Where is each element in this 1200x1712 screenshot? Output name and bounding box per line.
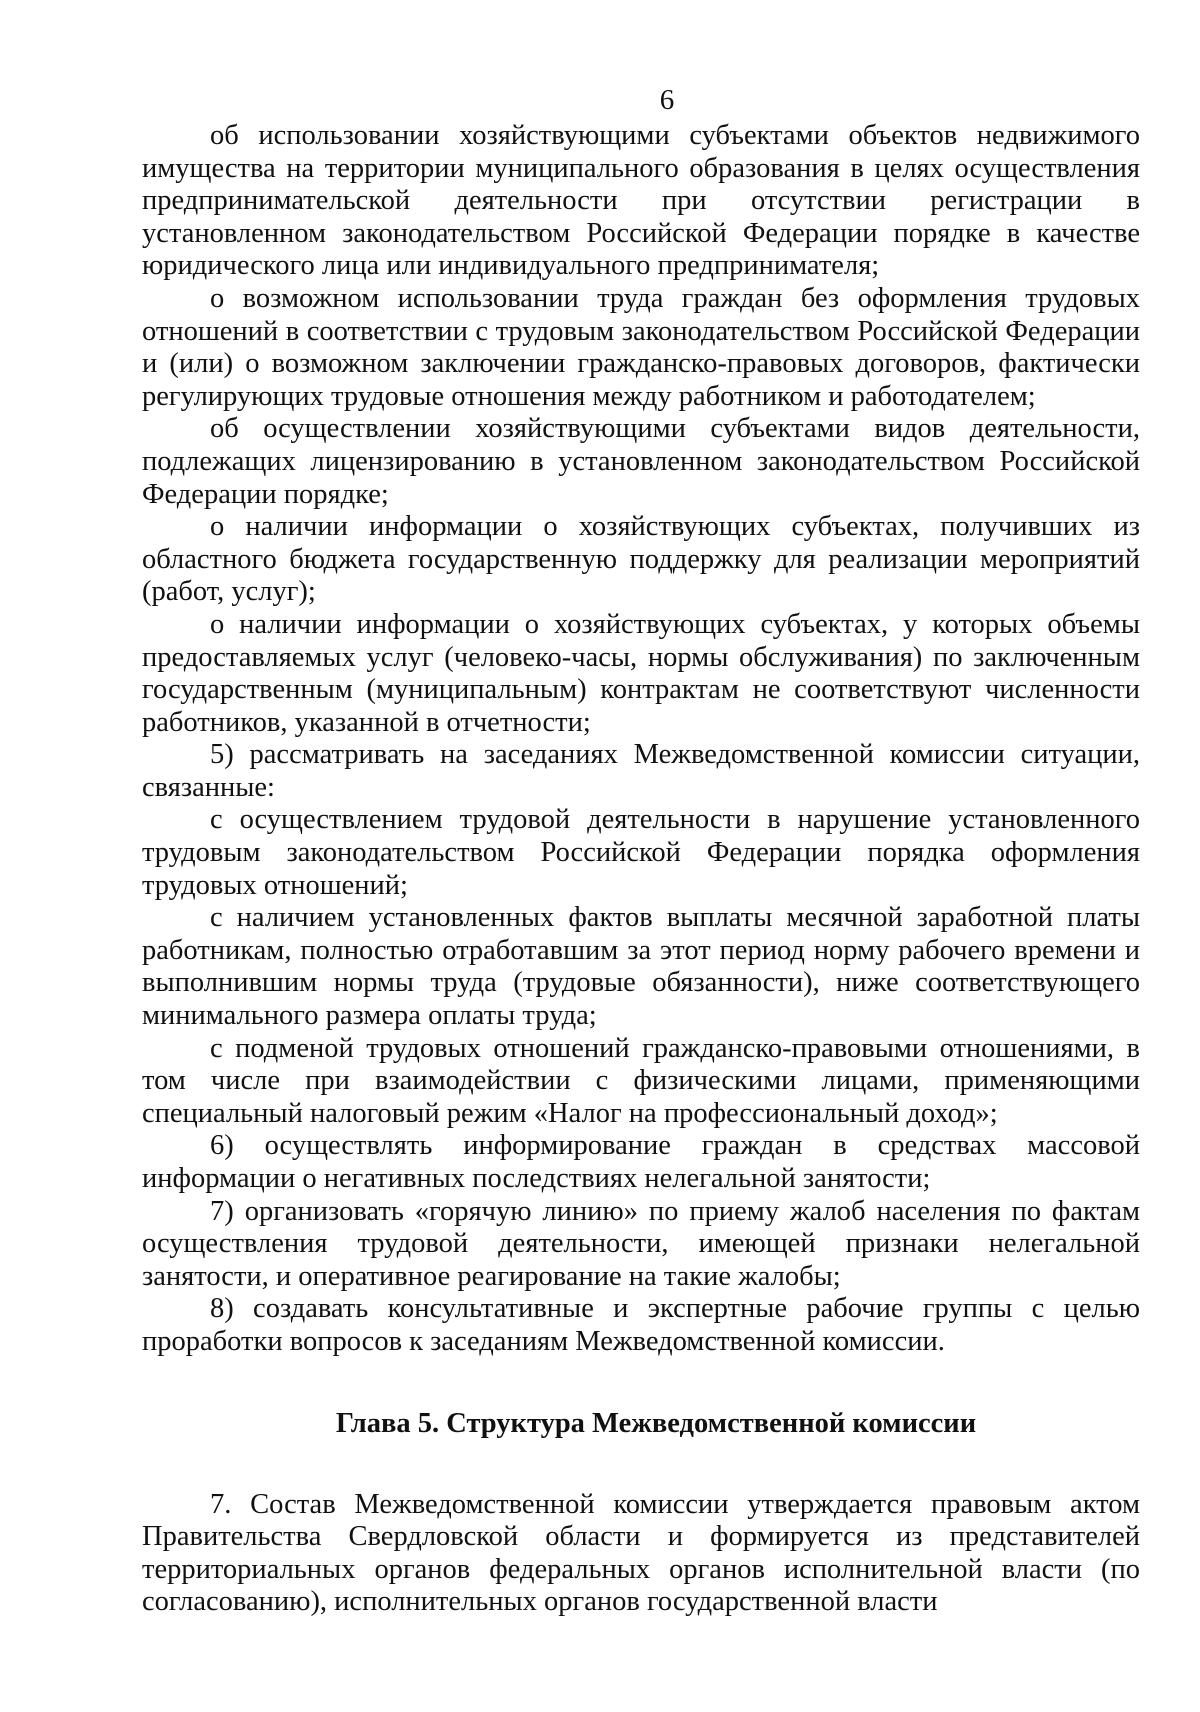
paragraph-item-7: 7) организовать «горячую линию» по приему жалоб населения по фактам осуществления трудовой деятельности, имеющей признаки нелегальной занятости, и оперативное реагирование на такие жалобы;	[142, 1195, 1140, 1292]
paragraph-civil-contracts: с подменой трудовых отношений гражданско-правовыми отношениями, в том числе при взаимодействии с физическими лицами, применяющими специальный налоговый режим «Налог на профессиональный доход»;	[142, 1032, 1140, 1129]
paragraph-labor-without-contract: о возможном использовании труда граждан без оформления трудовых отношений в соответствии с трудовым законодательством Российской Федерации и (или) о возможном заключении гражданско-правовых договоров, фактически регулирующих трудовые отношения между работником и работодателем;	[142, 282, 1140, 412]
paragraph-item-6: 6) осуществлять информирование граждан в средствах массовой информации о негативных последствиях нелегальной занятости;	[142, 1130, 1140, 1194]
paragraph-item-8: 8) создавать консультативные и экспертные рабочие группы с целью проработки вопросов к заседаниям Межведомственной комиссии.	[142, 1293, 1140, 1357]
document-page	[142, 82, 1140, 1619]
paragraph-section-7: 7. Состав Межведомственной комиссии утверждается правовым актом Правительства Свердловской области и формируется из представителей территориальных органов федеральных органов исполнительной власти (по согласованию), исполнительных органов государственной власти	[142, 1488, 1140, 1618]
paragraph-contract-volumes: о наличии информации о хозяйствующих субъектах, у которых объемы предоставляемых услуг (человеко-часы, нормы обслуживания) по заключенным государственным (муниципальным) контрактам не соответствуют численности работников, указанной в отчетности;	[142, 608, 1140, 738]
paragraph-licensed-activity: об осуществлении хозяйствующими субъектами видов деятельности, подлежащих лицензированию в установленном законодательством Российской Федерации порядке;	[142, 413, 1140, 510]
paragraph-real-estate-use: об использовании хозяйствующими субъектами объектов недвижимого имущества на территории муниципального образования в целях осуществления предпринимательской деятельности при отсутствии регистрации в установленном законодательством Российской Федерации порядке в качестве юридического лица или индивидуального предпринимателя;	[142, 120, 1140, 282]
paragraph-labor-violation: с осуществлением трудовой деятельности в нарушение установленного трудовым законодательством Российской Федерации порядка оформления трудовых отношений;	[142, 804, 1140, 901]
paragraph-state-support: о наличии информации о хозяйствующих субъектах, получивших из областного бюджета государственную поддержку для реализации мероприятий (работ, услуг);	[142, 511, 1140, 608]
chapter-heading: Глава 5. Структура Межведомственной комиссии	[335, 1407, 977, 1439]
paragraph-minimum-wage: с наличием установленных фактов выплаты месячной заработной платы работникам, полностью отработавшим за этот период норму рабочего времени и выполнившим нормы труда (трудовые обязанности), ниже соответствующего минимального размера оплаты труда;	[142, 902, 1140, 1032]
paragraph-item-5: 5) рассматривать на заседаниях Межведомственной комиссии ситуации, связанные:	[142, 739, 1140, 803]
page-number: 6	[659, 84, 675, 116]
